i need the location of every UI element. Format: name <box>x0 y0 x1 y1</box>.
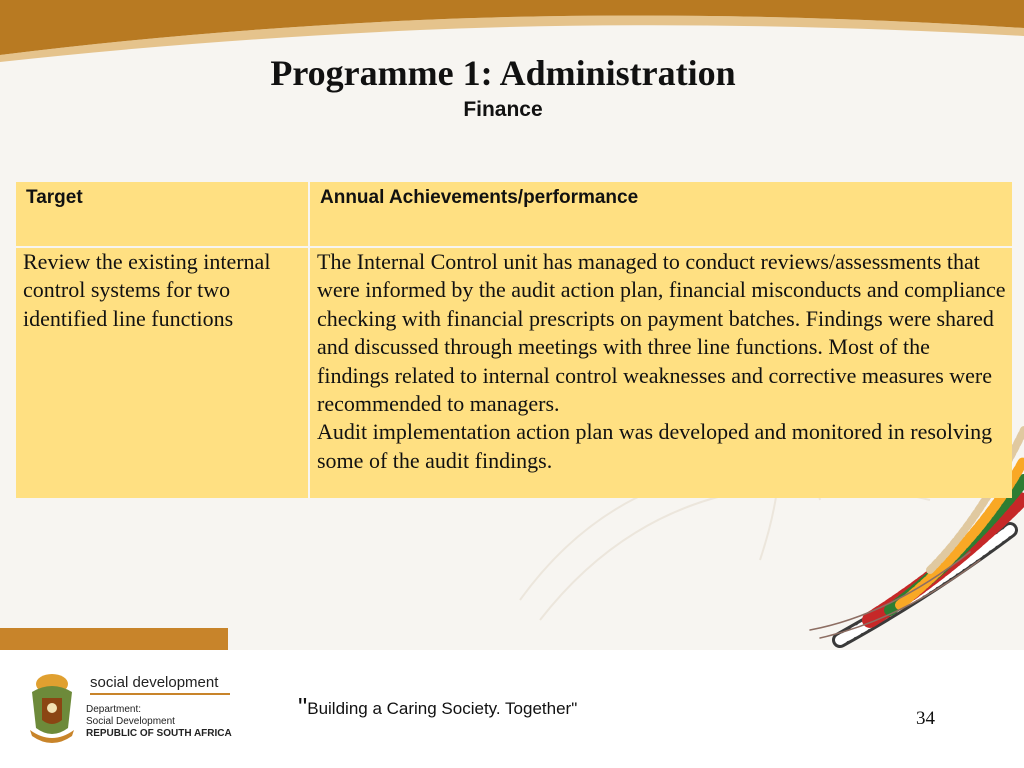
table-row <box>16 248 1012 498</box>
header-target: Target <box>16 182 308 246</box>
achievements-table <box>14 180 1014 500</box>
department-name: Social Development <box>86 716 175 727</box>
achievement-text <box>317 248 1006 498</box>
table-header-row <box>16 182 1012 246</box>
achievement-paragraph: The Internal Control unit has managed to conduct reviews/assessments that were informed by the audit action plan, financial misconducts and compliance checking with financial prescripts on payment batches. Findings were shared and discussed through meetings with three line functions. Most of the findings related to internal control weaknesses and corrective measures were recommended to managers. <box>317 249 1006 417</box>
coat-of-arms-icon <box>24 670 80 744</box>
org-name: social development <box>90 674 230 695</box>
slogan-text: Building a Caring Society. Together" <box>307 699 578 718</box>
slogan-open-quote: " <box>298 692 308 722</box>
cell-target <box>16 248 308 498</box>
footer-accent-strip <box>0 628 228 650</box>
page-number: 34 <box>916 708 935 729</box>
cell-achievements <box>310 248 1012 498</box>
achievement-paragraph: Audit implementation action plan was developed and monitored in resolving some of the audit findings. <box>317 419 993 473</box>
department-label: Department: <box>86 704 142 715</box>
header-achievements: Annual Achievements/performance <box>310 182 1012 246</box>
country-name: REPUBLIC OF SOUTH AFRICA <box>86 728 232 739</box>
slide-subtitle: Finance <box>463 98 543 121</box>
target-text: Review the existing internal control systems for two identified line functions <box>23 249 271 331</box>
slide-title: Programme 1: Administration <box>270 53 736 93</box>
slogan <box>298 692 577 723</box>
